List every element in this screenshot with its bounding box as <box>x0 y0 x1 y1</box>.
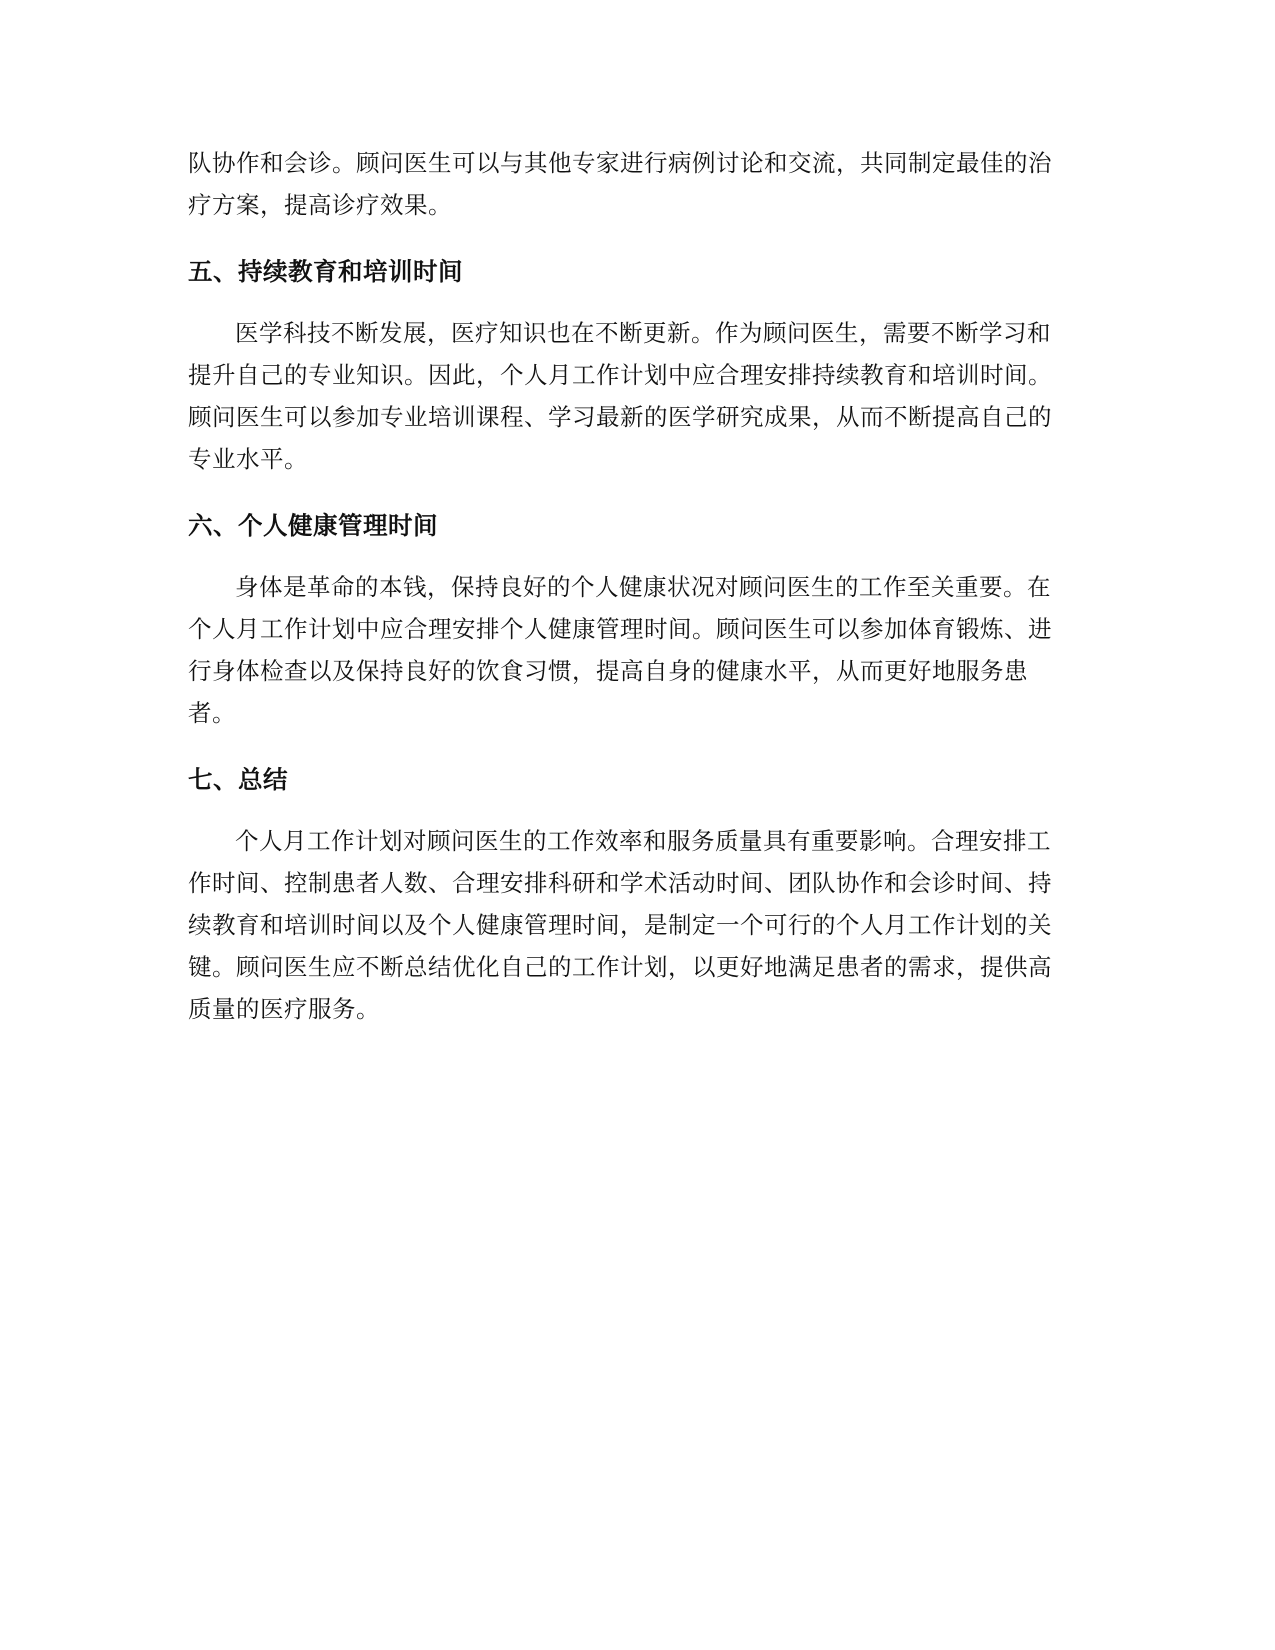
section-heading-7: 七、总结 <box>188 765 288 794</box>
paragraph-line: 身体是革命的本钱，保持良好的个人健康状况对顾问医生的工作至关重要。在 <box>235 573 1051 601</box>
continued-paragraph <box>188 142 1088 226</box>
paragraph-line: 个人月工作计划中应合理安排个人健康管理时间。顾问医生可以参加体育锻炼、进 <box>188 615 1052 643</box>
paragraph-line: 行身体检查以及保持良好的饮食习惯，提高自身的健康水平，从而更好地服务患 <box>188 657 1028 685</box>
section-paragraph-7 <box>188 820 1088 1030</box>
paragraph-line: 提升自己的专业知识。因此，个人月工作计划中应合理安排持续教育和培训时间。 <box>188 361 1052 389</box>
section-heading-6: 六、个人健康管理时间 <box>188 511 438 540</box>
document-page <box>188 142 1088 1030</box>
paragraph-line: 个人月工作计划对顾问医生的工作效率和服务质量具有重要影响。合理安排工 <box>235 827 1051 855</box>
paragraph-line: 疗方案，提高诊疗效果。 <box>188 191 452 219</box>
section-paragraph-5 <box>188 312 1088 480</box>
paragraph-line: 键。顾问医生应不断总结优化自己的工作计划，以更好地满足患者的需求，提供高 <box>188 953 1052 981</box>
paragraph-line: 队协作和会诊。顾问医生可以与其他专家进行病例讨论和交流，共同制定最佳的治 <box>188 149 1052 177</box>
paragraph-line: 作时间、控制患者人数、合理安排科研和学术活动时间、团队协作和会诊时间、持 <box>188 869 1052 897</box>
paragraph-line: 质量的医疗服务。 <box>188 995 380 1023</box>
paragraph-line: 专业水平。 <box>188 445 308 473</box>
paragraph-line: 医学科技不断发展，医疗知识也在不断更新。作为顾问医生，需要不断学习和 <box>235 319 1051 347</box>
section-paragraph-6 <box>188 566 1088 734</box>
paragraph-line: 续教育和培训时间以及个人健康管理时间，是制定一个可行的个人月工作计划的关 <box>188 911 1052 939</box>
section-heading-5: 五、持续教育和培训时间 <box>188 257 463 286</box>
paragraph-line: 者。 <box>188 699 236 727</box>
paragraph-line: 顾问医生可以参加专业培训课程、学习最新的医学研究成果，从而不断提高自己的 <box>188 403 1052 431</box>
